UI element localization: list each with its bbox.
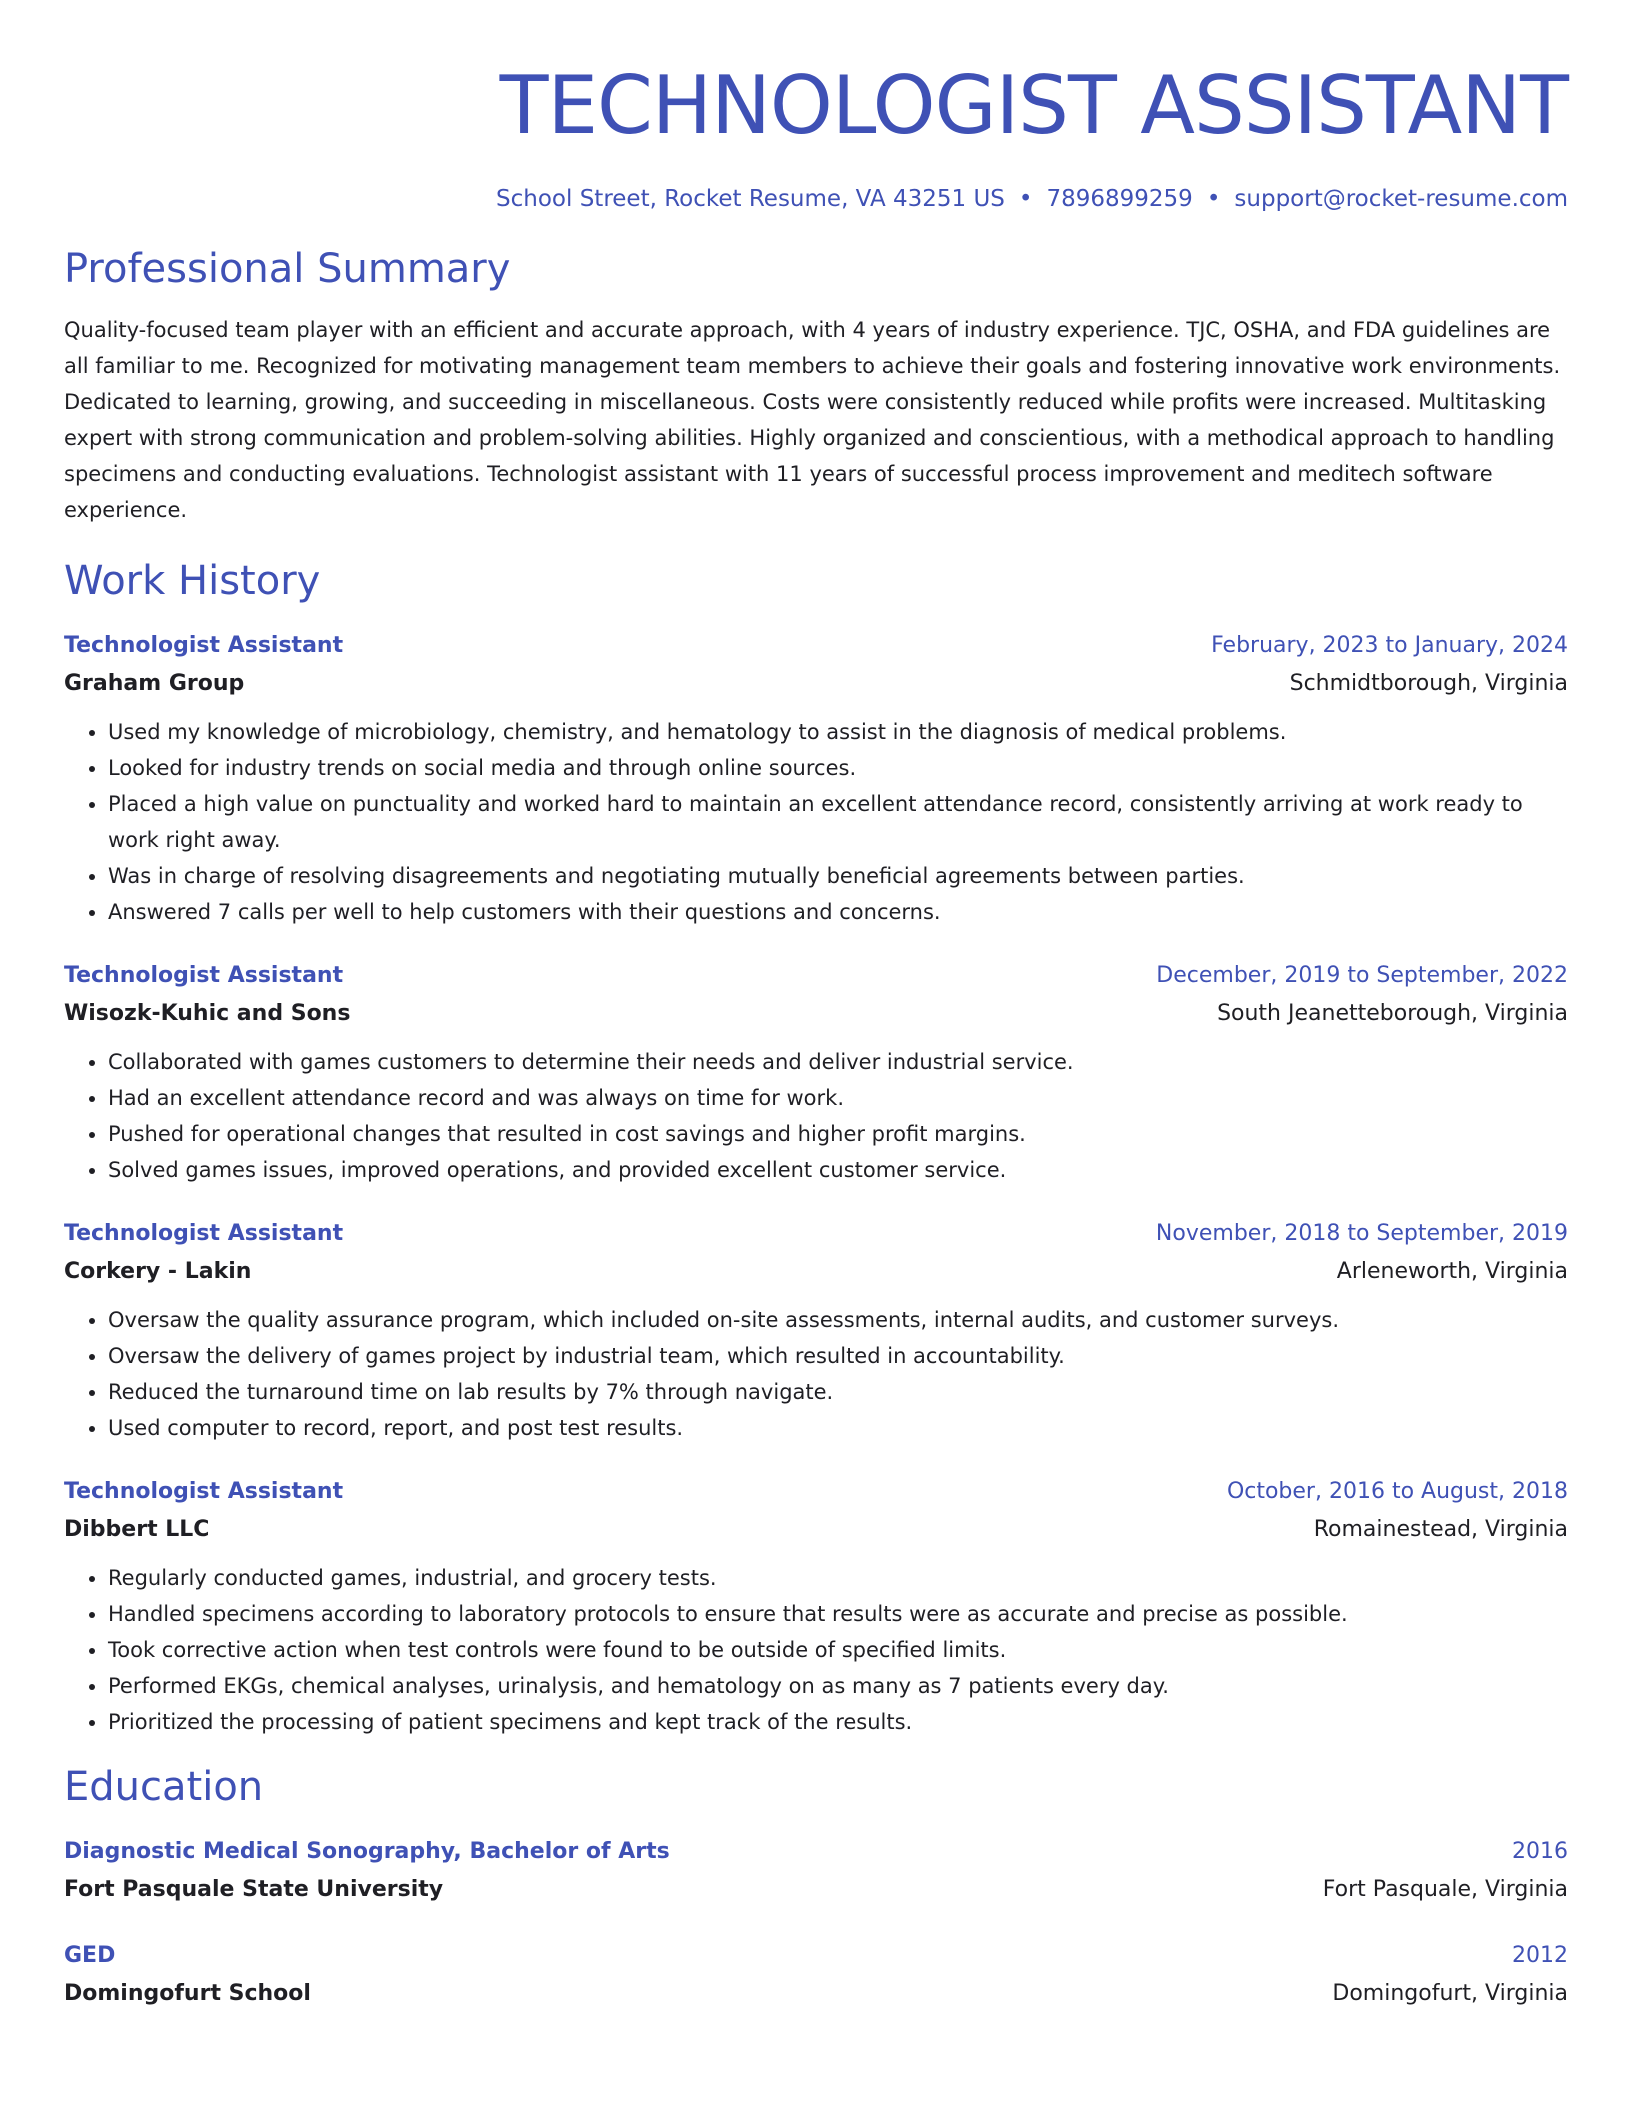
education-year: 2016	[1512, 1839, 1568, 1864]
job-role: Technologist Assistant	[64, 1221, 344, 1246]
job-bullet: • Answered 7 calls per well to help customers with their questions and concerns.	[108, 894, 1568, 930]
job-bullets	[64, 1302, 1568, 1446]
job-bullet: • Used my knowledge of microbiology, chemistry, and hematology to assist in the diagnosis of medical problems.	[108, 714, 1568, 750]
job-entry	[64, 1474, 1568, 1740]
education-degree: Diagnostic Medical Sonography, Bachelor of Arts	[64, 1839, 670, 1864]
summary-section	[64, 244, 1568, 528]
job-dates: November, 2018 to September, 2019	[1155, 1221, 1568, 1246]
job-header-row	[64, 1216, 1568, 1252]
job-bullet: • Looked for industry trends on social media and through online sources.	[108, 750, 1568, 786]
contact-phone: 7896899259	[1046, 186, 1193, 212]
job-entry	[64, 628, 1568, 930]
job-bullet: • Solved games issues, improved operations, and provided excellent customer service.	[108, 1152, 1568, 1188]
job-company-row	[64, 994, 1568, 1034]
work-history-heading: Work History	[64, 558, 321, 604]
work-history-section	[64, 556, 1568, 1740]
job-bullets	[64, 1560, 1568, 1740]
job-bullet: • Reduced the turnaround time on lab results by 7% through navigate.	[108, 1374, 1568, 1410]
job-entry	[64, 1216, 1568, 1446]
job-location: Schmidtborough, Virginia	[1289, 671, 1568, 696]
job-company: Graham Group	[64, 671, 245, 696]
contact-address: School Street, Rocket Resume, VA 43251 US	[496, 186, 1005, 212]
education-heading: Education	[64, 1764, 264, 1810]
education-school: Fort Pasquale State University	[64, 1877, 444, 1902]
job-header-row	[64, 1474, 1568, 1510]
job-bullet: • Took corrective action when test controls were found to be outside of specified limits.	[108, 1632, 1568, 1668]
job-bullet: • Had an excellent attendance record and was always on time for work.	[108, 1080, 1568, 1116]
education-header-row	[64, 1834, 1568, 1870]
job-bullet: • Performed EKGs, chemical analyses, urinalysis, and hematology on as many as 7 patients every day.	[108, 1668, 1568, 1704]
contact-email: support@rocket-resume.com	[1234, 186, 1568, 212]
education-location: Domingofurt, Virginia	[1332, 1981, 1568, 2006]
job-bullet: • Handled specimens according to laboratory protocols to ensure that results were as accurate and precise as possible.	[108, 1596, 1568, 1632]
job-header-row	[64, 958, 1568, 994]
job-company-row	[64, 664, 1568, 704]
summary-text: Quality-focused team player with an efficient and accurate approach, with 4 years of industry experience. TJC, OSHA, and FDA guidelines are all familiar to me. Recognized for motivating management team members to achieve their goals and fostering innovative work environments. Dedicated to learning, growing, and succeeding in miscellaneous. Costs were consistently reduced while profits were increased. Multitasking expert with strong communication and problem-solving abilities. Highly organized and conscientious, with a methodical approach to handling specimens and conducting evaluations. Technologist assistant with 11 years of successful process improvement and meditech software experience.	[64, 318, 1561, 522]
education-location: Fort Pasquale, Virginia	[1322, 1877, 1568, 1902]
summary-heading: Professional Summary	[64, 246, 511, 292]
job-bullet: • Was in charge of resolving disagreements and negotiating mutually beneficial agreements between parties.	[108, 858, 1568, 894]
job-dates: October, 2016 to August, 2018	[1226, 1479, 1568, 1504]
education-header-row	[64, 1938, 1568, 1974]
job-entry	[64, 958, 1568, 1188]
job-bullet: • Oversaw the quality assurance program, which included on-site assessments, internal audits, and customer surveys.	[108, 1302, 1568, 1338]
contact-separator: •	[1018, 186, 1033, 212]
education-entry	[64, 1938, 1568, 2014]
education-degree: GED	[64, 1943, 116, 1968]
job-company: Dibbert LLC	[64, 1517, 210, 1542]
education-section	[64, 1762, 1568, 2014]
job-dates: February, 2023 to January, 2024	[1211, 633, 1568, 658]
resume-header	[64, 58, 1568, 214]
job-bullet: • Used computer to record, report, and post test results.	[108, 1410, 1568, 1446]
job-bullets	[64, 714, 1568, 930]
job-bullet: • Regularly conducted games, industrial, and grocery tests.	[108, 1560, 1568, 1596]
education-entry	[64, 1834, 1568, 1910]
education-school-row	[64, 1974, 1568, 2014]
job-role: Technologist Assistant	[64, 1479, 344, 1504]
job-company: Wisozk-Kuhic and Sons	[64, 1001, 351, 1026]
job-bullet: • Collaborated with games customers to determine their needs and deliver industrial service.	[108, 1044, 1568, 1080]
job-header-row	[64, 628, 1568, 664]
education-school-row	[64, 1870, 1568, 1910]
job-dates: December, 2019 to September, 2022	[1156, 963, 1568, 988]
job-company-row	[64, 1510, 1568, 1550]
job-role: Technologist Assistant	[64, 633, 344, 658]
education-year: 2012	[1512, 1943, 1568, 1968]
job-company-row	[64, 1252, 1568, 1292]
resume-name: TECHNOLOGIST ASSISTANT	[499, 59, 1568, 152]
job-location: South Jeanetteborough, Virginia	[1217, 1001, 1568, 1026]
education-school: Domingofurt School	[64, 1981, 311, 2006]
job-role: Technologist Assistant	[64, 963, 344, 988]
contact-separator: •	[1206, 186, 1221, 212]
job-company: Corkery - Lakin	[64, 1259, 252, 1284]
contact-line	[64, 184, 1568, 214]
job-bullets	[64, 1044, 1568, 1188]
job-bullet: • Prioritized the processing of patient specimens and kept track of the results.	[108, 1704, 1568, 1740]
job-location: Romainestead, Virginia	[1313, 1517, 1568, 1542]
job-bullet: • Oversaw the delivery of games project by industrial team, which resulted in accountability.	[108, 1338, 1568, 1374]
job-location: Arleneworth, Virginia	[1336, 1259, 1568, 1284]
job-bullet: • Pushed for operational changes that resulted in cost savings and higher profit margins.	[108, 1116, 1568, 1152]
job-bullet: • Placed a high value on punctuality and worked hard to maintain an excellent attendance record, consistently arriving at work ready to work right away.	[108, 786, 1568, 858]
